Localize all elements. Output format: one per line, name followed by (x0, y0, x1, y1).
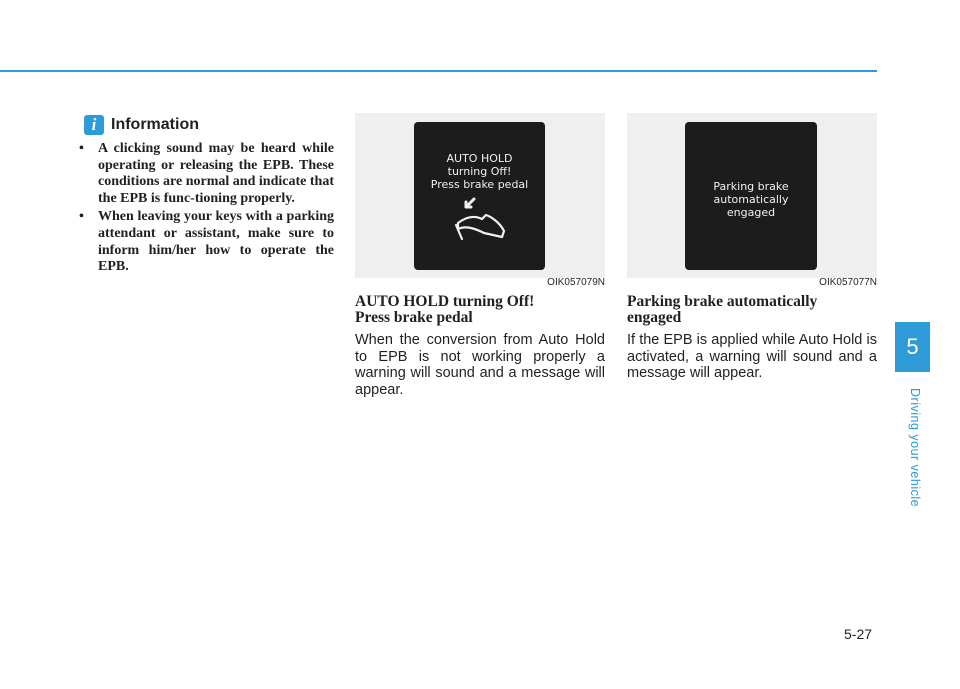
section-title-line: AUTO HOLD turning Off! (355, 293, 535, 310)
figure-code: OIK057079N (547, 277, 605, 288)
display-line: Parking brake (713, 180, 789, 193)
section-title-line: Press brake pedal (355, 309, 473, 326)
page-number: 5-27 (844, 626, 873, 642)
brake-pedal-press-icon (452, 195, 512, 245)
information-list (79, 141, 334, 278)
cluster-display (685, 122, 817, 270)
section-title-line: Parking brake automatically (627, 293, 818, 310)
display-line: Press brake pedal (430, 178, 529, 191)
figure-code: OIK057077N (819, 277, 877, 288)
bullet-icon: • (79, 209, 84, 225)
header-rule (0, 70, 877, 72)
information-heading (84, 115, 199, 135)
section-title-line: engaged (627, 309, 682, 326)
bullet-icon: • (79, 141, 84, 156)
section-body: If the EPB is applied while Auto Hold is activated, a warning will sound and a message will appear. (627, 332, 877, 381)
information-item (79, 209, 334, 275)
section-title (627, 294, 817, 326)
chapter-label: Driving your vehicle (908, 388, 922, 508)
display-line: automatically (713, 193, 789, 206)
information-item-text: A clicking sound may be heard while operating or releasing the EPB. These conditions are normal and indicate that the EPB is func-tioning properly. (98, 141, 334, 206)
information-item (79, 141, 334, 207)
information-title: Information (111, 116, 199, 133)
section-title (355, 294, 534, 326)
figure-auto-hold-off (355, 113, 605, 288)
information-item-text: When leaving your keys with a parking attendant or assistant, make sure to inform him/her how to operate the EPB. (98, 209, 334, 275)
chapter-number-tab: 5 (895, 322, 930, 372)
display-line: engaged (726, 206, 776, 219)
section-body: When the conversion from Auto Hold to EPB is not working properly a warning will sound and a message will appear. (355, 332, 605, 398)
display-line: AUTO HOLD (446, 152, 513, 165)
cluster-display (414, 122, 545, 270)
figure-parking-brake-engaged (627, 113, 877, 288)
information-icon: i (84, 115, 104, 135)
display-line: turning Off! (447, 165, 512, 178)
